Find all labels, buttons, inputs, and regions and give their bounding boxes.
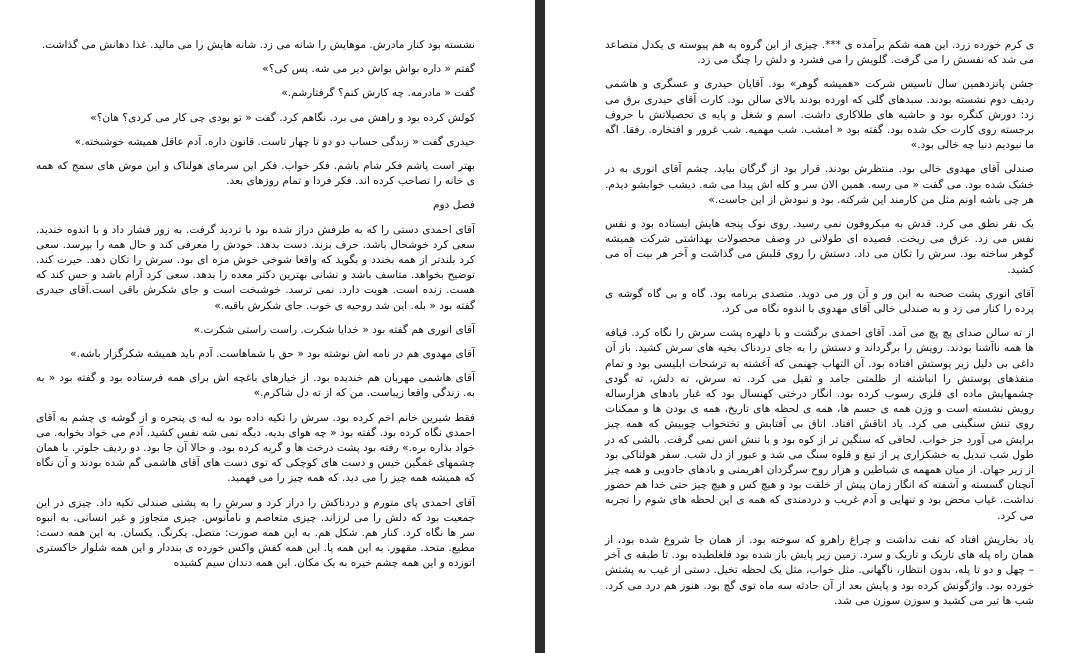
paragraph: ی کرم خورده زرد. این همه شکم برآمده ی ***. چیزی از این گروه به هم پیوسته ی یکدل متصاعد می شد که نفسش را می گرفت. گلویش را می فشرد و دلش را چنگ می زد.	[605, 39, 1034, 67]
right-page	[545, 0, 1077, 653]
paragraph: گفت « مادرمه. چه کارش کنم؟ گرفتارشم.»	[281, 87, 475, 100]
left-page	[0, 0, 535, 653]
paragraph: صندلی آقای مهدوی خالی بود. منتظرش بودند. قرار بود از گرگان بیاید. چشم آقای انوری به در خشک شده بود. می گفت « می رسه. همین الان سر و کله اش پیدا می شه. دیشب خوابشو دیدم. هر چی باشه اونم مثل من کارمند این شرکته. بود و نبودش از این جاست.»	[605, 163, 1034, 206]
paragraph: فقط شیرین خانم اخم کرده بود. سرش را تکیه داده بود به لبه ی پنجره و از گوشه ی چشم به آقای احمدی نگاه کرده بود. گفته بود « چه هوای بدیه. دیگه نمی شه نفس کشید. آدم می خواد بخوابه. می خواد بذاره بره.» رفته بود پشت درخت ها و گریه کرده بود. و حالا آن جا بود. دو ردیف جلوتر. با همان چشمهای غمگین خیس و دست های کوچکی که توی دست های آقای هاشمی گم شده بودند و آن نگاه که همیشه همه چیز را می دید. که همه چیز را می فهمید.	[36, 411, 475, 485]
paragraph: آقای مهدوی هم در نامه اش نوشته بود « حق با شماهاست. آدم باید همیشه شکرگزار باشه.»	[70, 348, 475, 361]
paragraph: از ته سالن صدای پچ پچ می آمد. آقای احمدی برگشت و با دلهره پشت سرش را نگاه کرد. قیافه ها همه ناآشنا بودند. رویش را برگرداند و دستش را به جای دردناک بخیه های سرش کشید. باز آن داغی بی دلیل زیر پوستش افتاده بود. آن التهاب جهنمی که آغشته به ترشحات ابلیسی بود و تمام منفذهای پوستش را انباشته از ظلمتی جامد و ثقیل می کرد. ته سرش، ته دلش، ته گودی چشمهایش ماده ای فلزی رسوب کرده بود. انگار درختی کهنسال بود که غبار بادهای هزارساله رویش نشسته است و وزن همه ی جسم ها، همه ی لحظه های تاریخ، همه ی بودن ها و ممکنات روی تنش سنگینی می کرد. یاد اتاقش افتاد. اتاق بی آفتابش و تختخواب چوبیش که همه چیز برایش می آورد جز خواب. لحافی که سنگین تر از کوه بود و با تنش انس نمی گرفت. بالشی که در طول شب تبدیل به خشکزاری پر از تیغ و قلوه سنگ می شد و عبور از دل شب. سفر هولناکی بود از زیر جهان. از میان همهمه ی شیاطین و هزار روح سرگردان اهریمنی و بادهای جادویی و همه چیز آنچنان گسسته و آشفته که انگار زمان پیش از خلقت بود و هیچ کس و هیچ چیز حتی خدا هم حضور نداشت. غیاب محض بود و تنهایی و آدم غریب و دردمندی که همه ی این لحظه های شوم را تجربه می کرد.	[605, 327, 1034, 522]
paragraph: کولش کرده بود و راهش می برد. نگاهم کرد. گفت « تو بودی چی کار می کردی؟ هان؟»	[90, 111, 475, 124]
paragraph: حیدری گفت « زندگی حساب دو دو تا چهار تاست. قانون داره. آدم عاقل همیشه خوشبخته.»	[74, 135, 475, 148]
paragraph: جشن پانزدهمین سال تاسیس شرکت «همیشه گوهر» بود. آقایان حیدری و عسگری و هاشمی ردیف دوم نشسته بودند. سبدهای گلی که اورده بودند بالای سالن بود. کارت آقای حیدری برق می زد: دورش کنگره بود و حاشیه های طلاکاری داشت. اسم و شغل و پایه ی تحصیلاتش با حروف برجسته روی کارت حک شده بود. گفته بود « امشب. شب مهمیه. شب غرور و افتخاره. رفقا. اگه ما نبودیم دنیا چه خالی بود.»	[605, 78, 1034, 152]
paragraph: آقای احمدی پای متورم و دردناکش را دراز کرد و سرش را به پشتی صندلی تکیه داد. چیزی در این جمعیت بود که دلش را می لرزاند. چیزی متعاصم و ناماًنوس. چیزی متجاوز و غیر انسانی. به انبوه سر ها نگاه کرد. کنار هم. شکل هم. به این همه صورت: متصل. یکرنگ. یکسان. به این همه دست: مطیع. متحد. مقهور. به این همه پا. این همه کفش واکس خورده ی بنددار و این همه شلوار خاکستری اتوزده و این همه چشم خیره به یک مکان. این همه دندان سیم کشیده	[36, 496, 475, 570]
paragraph: آقای احمدی دستی را که به طرفش دراز شده بود با تردید گرفت. به زور فشار داد و با اندوه خندید. سعی کرد خوشحال باشد. حرف بزند. دست بدهد. خودش را معرفی کند و حال همه را بپرسد. سعی کرد بلندتر از همه بخندد و بگوید که واقعا شوخی خوش مزه ای بود. سرش را تکان دهد. حیرت کند. توضیح بخواهد. متاسف باشد و نشانی بهترین دکتر معده را بدهد. سعی کرد آرام باشد و حس کند که هست. زنده است. هویت دارد. نمی ترسد. خوشبخت است و جای شکرش باقی است.آقای حیدری گفته بود « بله. این شد روحیه ی خوب. جای شکرش باقیه.»	[36, 223, 475, 312]
page-divider	[535, 0, 545, 653]
paragraph: بهتر است پاشم فکر شام باشم. فکر خواب. فکر این سرمای هولناک و این موش های سمج که همه ی خانه را تصاحب کرده اند. فکر فردا و تمام روزهای بعد.	[36, 160, 475, 188]
paragraph: یک نفر نطق می کرد. قدش به میکروفون نمی رسید. روی نوک پنجه هایش ایستاده بود و نفس نفس می زد. عرق می ریخت. قصیده ای طولانی در وصف محصولات بهداشتی شرکت همیشه گوهر ساخته بود. سرش را تکان می داد. دستش را روی قلبش می گذاشت و آخر هر بیت آه می کشید.	[605, 218, 1034, 276]
left-page-text	[36, 38, 475, 572]
paragraph: نشسته بود کنار مادرش. موهایش را شانه می زد. شانه هایش را می مالید. غذا دهانش می گذاشت.	[41, 39, 475, 51]
paragraph: گفتم « داره بواش بواش دیر می شه. پس کی؟»	[262, 63, 475, 76]
paragraph: یاد بخاریش افتاد که نفت نداشت و چراغ راهرو که سوخته بود. از همان جا شروع شده بود، از همان راه پله های تاریک و تاریک و سرد. زمین زیر پایش باز شده بود فلغلطیده بود. تا طبقه ی آخر – چهل و دو تا پله، بدون انتظار، ناگهانی. مثل خواب، مثل یک لحظه تخیل. دستی از غیب به پشتش خورده بود. واژگونش کرده بود و پایش بعد از آن حادثه سه ماه توی گچ بود. هنوز هم درد می کرد. شب ها تیر می کشید و سوزن سوزن می شد.	[605, 533, 1034, 607]
chapter-heading: فصل دوم	[432, 199, 475, 212]
paragraph: آقای هاشمی مهربان هم خندیده بود. از خیارهای باغچه اش برای همه فرستاده بود و گفته بود « به به. زندگی واقعا زیباست. من که از ته دل شاکرم.»	[36, 372, 475, 400]
paragraph: آقای انوری پشت صحنه به این ور و آن ور می دوید. متصدی برنامه بود. گاه و بی گاه گوشه ی پرده را کنار می زد و به صندلی خالی آقای مهدوی با اندوه نگاه می کرد.	[605, 287, 1034, 316]
right-page-text	[605, 38, 1034, 609]
paragraph: آقای انوری هم گفته بود « خدایا شکرت. راست راستی شکرت.»	[193, 323, 475, 336]
